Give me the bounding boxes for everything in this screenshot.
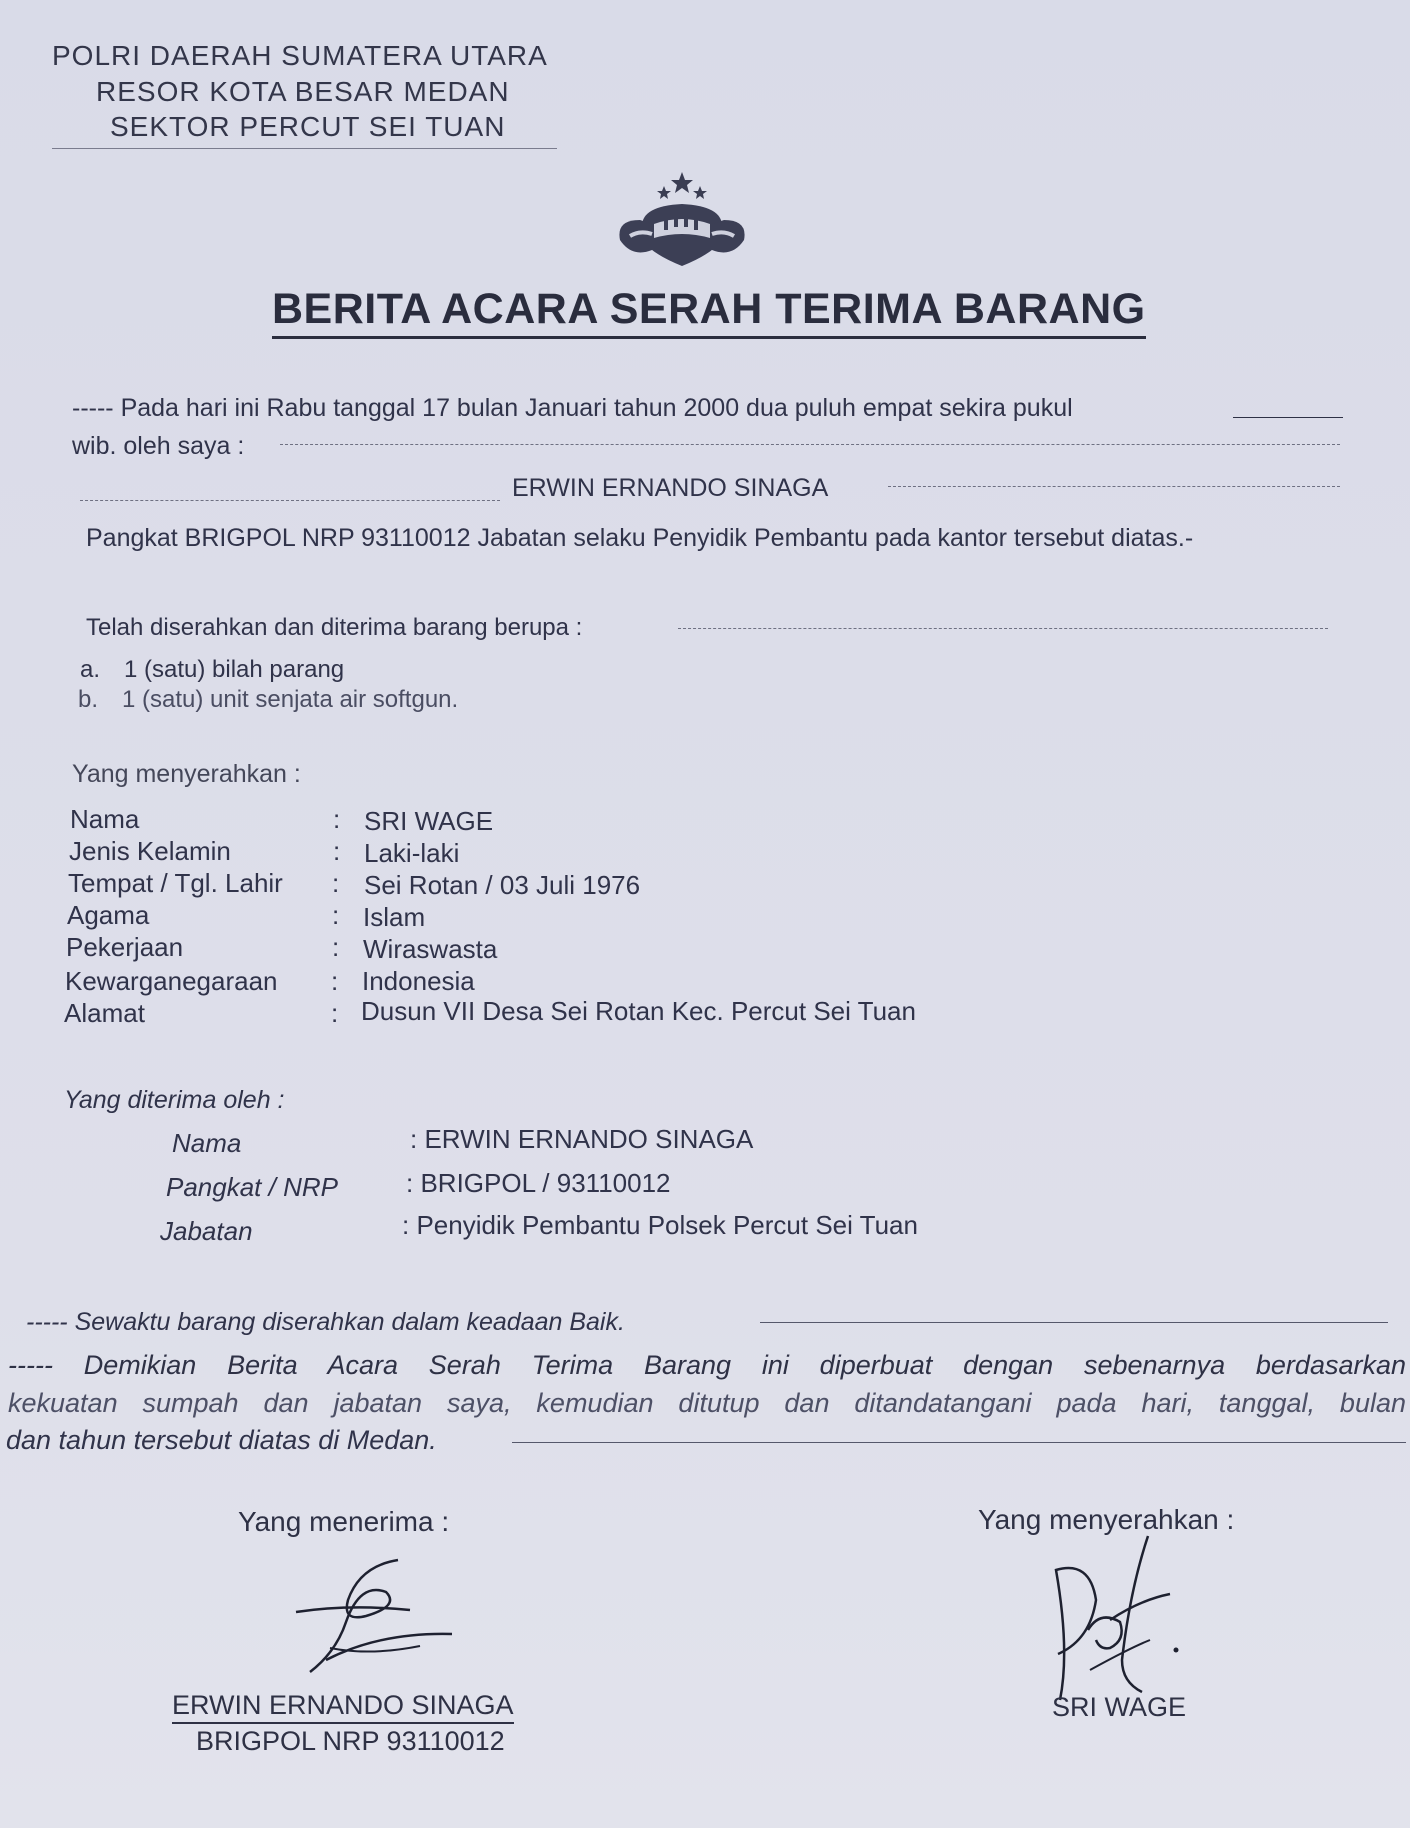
filler-line — [760, 1322, 1388, 1323]
receiver-sign-rank: BRIGPOL NRP 93110012 — [196, 1726, 505, 1756]
giver-label: Alamat — [64, 998, 145, 1028]
header-line-1: POLRI DAERAH SUMATERA UTARA — [52, 40, 548, 71]
opening-line-3: Pangkat BRIGPOL NRP 93110012 Jabatan selaku Penyidik Pembantu pada kantor tersebut diatas.- — [86, 524, 1194, 552]
item-text: 1 (satu) bilah parang — [124, 656, 345, 683]
giver-value: Islam — [363, 902, 426, 932]
item-marker: b. — [78, 686, 99, 713]
giver-value: SRI WAGE — [364, 806, 494, 836]
receiver-value: : ERWIN ERNANDO SINAGA — [410, 1124, 754, 1154]
items-intro: Telah diserahkan dan diterima barang berupa : — [86, 614, 583, 641]
colon: : — [333, 804, 341, 834]
closing-line-3: dan tahun tersebut diatas di Medan. — [6, 1425, 437, 1455]
giver-signature-icon — [1030, 1530, 1190, 1715]
closing-line-2: kekuatan sumpah dan jabatan saya, kemudian ditutup dan ditandatangani pada hari, tanggal, bulan — [8, 1388, 1406, 1418]
dash-filler-line — [280, 444, 1340, 445]
time-blank-line — [1233, 417, 1343, 418]
giver-value: Indonesia — [362, 966, 475, 996]
polri-emblem-icon — [612, 168, 752, 283]
receiver-sign-name: ERWIN ERNANDO SINAGA — [172, 1690, 514, 1724]
giver-sign-name: SRI WAGE — [1052, 1692, 1187, 1722]
giver-label: Agama — [67, 900, 150, 930]
colon: : — [331, 998, 339, 1028]
colon: : — [332, 932, 340, 962]
closing-line-1: ----- Demikian Berita Acara Serah Terima Barang ini diperbuat dengan sebenarnya berdasarkan — [8, 1350, 1406, 1380]
receiver-heading: Yang diterima oleh : — [64, 1086, 285, 1114]
opening-line-1: ----- Pada hari ini Rabu tanggal 17 bulan Januari tahun 2000 dua puluh empat sekira pukul — [72, 394, 1073, 422]
giver-value: Wiraswasta — [363, 934, 498, 964]
officer-name: ERWIN ERNANDO SINAGA — [512, 474, 829, 502]
dash-filler-line — [678, 628, 1328, 629]
giver-heading: Yang menyerahkan : — [72, 760, 301, 788]
filler-line — [512, 1442, 1406, 1443]
document-title: BERITA ACARA SERAH TERIMA BARANG — [272, 285, 1146, 339]
closing-paragraph — [8, 1350, 1406, 1426]
giver-value: Dusun VII Desa Sei Rotan Kec. Percut Sei Tuan — [361, 996, 916, 1026]
receiver-value: : BRIGPOL / 93110012 — [406, 1168, 671, 1198]
receiver-label: Jabatan — [160, 1216, 253, 1246]
giver-value: Sei Rotan / 03 Juli 1976 — [364, 870, 641, 900]
giver-label: Kewarganegaraan — [65, 966, 278, 996]
header-underline — [52, 148, 557, 149]
receiver-sign-heading: Yang menerima : — [238, 1506, 450, 1537]
opening-line-2: wib. oleh saya : — [72, 432, 245, 460]
header-line-2: RESOR KOTA BESAR MEDAN — [96, 76, 510, 107]
item-text: 1 (satu) unit senjata air softgun. — [122, 686, 459, 713]
giver-label: Tempat / Tgl. Lahir — [68, 868, 283, 898]
colon: : — [331, 966, 339, 996]
receiver-label: Nama — [172, 1128, 242, 1158]
header-line-3: SEKTOR PERCUT SEI TUAN — [110, 111, 506, 142]
giver-label: Pekerjaan — [66, 932, 184, 962]
giver-sign-heading: Yang menyerahkan : — [978, 1504, 1235, 1535]
item-marker: a. — [80, 656, 101, 683]
colon: : — [333, 836, 341, 866]
receiver-signature-icon — [290, 1552, 470, 1687]
dash-filler-line — [80, 500, 500, 501]
giver-label: Jenis Kelamin — [69, 836, 231, 866]
colon: : — [332, 868, 340, 898]
receiver-label: Pangkat / NRP — [166, 1172, 338, 1202]
colon: : — [332, 900, 340, 930]
dash-filler-line — [888, 486, 1340, 487]
giver-value: Laki-laki — [364, 838, 460, 868]
giver-label: Nama — [70, 804, 140, 834]
receiver-value: : Penyidik Pembantu Polsek Percut Sei Tuan — [402, 1210, 918, 1240]
condition-statement: ----- Sewaktu barang diserahkan dalam keadaan Baik. — [26, 1308, 625, 1336]
